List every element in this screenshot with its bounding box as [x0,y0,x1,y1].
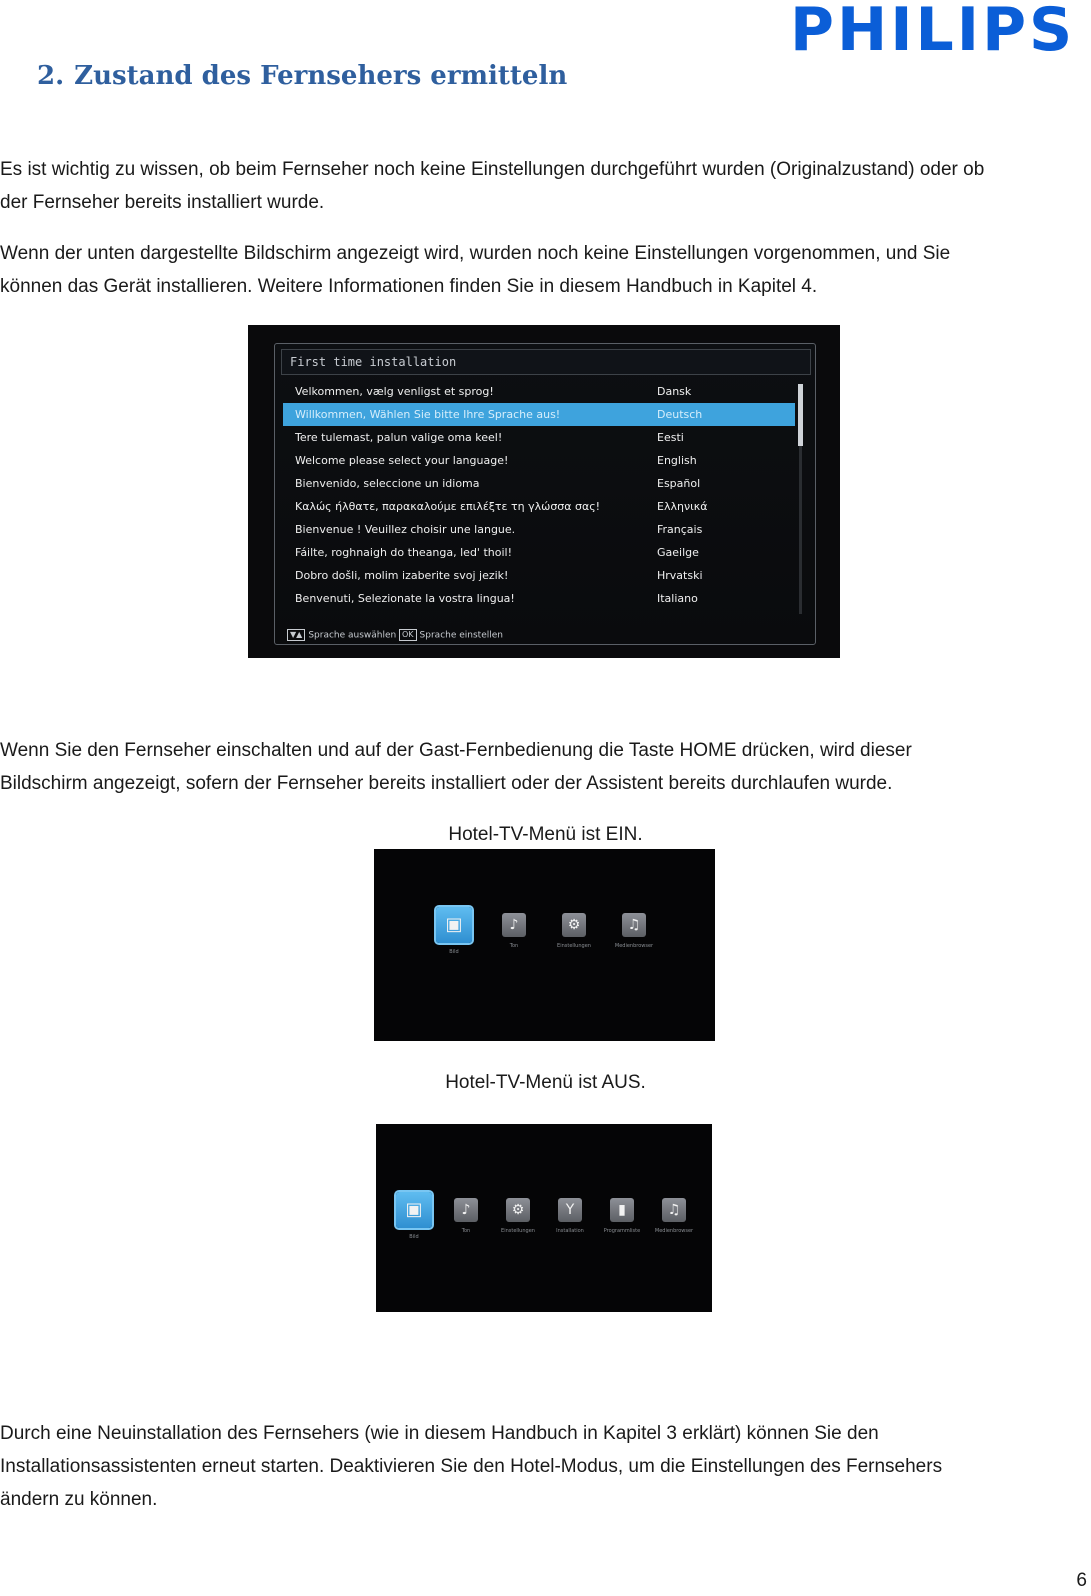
language-row[interactable] [283,472,795,495]
reinstall-line-2: Installationsassistenten erneut starten. Deaktivieren Sie den Hotel-Modus, um die Einstellungen des Fernsehers [0,1456,943,1477]
language-row[interactable] [283,403,795,426]
home-menu-paragraph [0,734,1091,800]
language-row-message: Καλώς ήλθατε, παρακαλούμε επιλέξτε τη γλώσσα σας! [295,500,601,513]
home-menu-item[interactable] [494,913,534,949]
language-row-name: Hrvatski [657,569,703,582]
language-row-message: Velkommen, vælg venligst et sprog! [295,385,494,398]
home-menu-item[interactable] [394,1192,434,1240]
home-menu-item[interactable] [446,1198,486,1234]
first-install-paragraph [0,237,1091,303]
home-menu-item-label: Medienbrowser [654,1228,694,1234]
home-menu-line-2: Bildschirm angezeigt, sofern der Fernseher bereits installiert oder der Assistent bereits durchlaufen wurde. [0,773,893,794]
home-menu-item[interactable] [654,1198,694,1234]
language-row-message: Benvenuti, Selezionate la vostra lingua! [295,592,515,605]
section-title: Zustand des Fernsehers ermitteln [74,61,568,91]
media-browser-icon: ♫ [662,1198,686,1222]
language-row[interactable] [283,495,795,518]
footer-navigate-label: Sprache auswählen [308,630,397,641]
home-menu-item-label: Bild [409,1234,419,1240]
settings-icon: ⚙ [506,1198,530,1222]
sound-icon: ♪ [502,913,526,937]
intro-line-2: der Fernseher bereits installiert wurde. [0,192,325,213]
home-menu-item[interactable] [614,913,654,949]
home-menu-item-label: Ton [509,943,519,949]
home-menu-item-label: Einstellungen [557,943,591,949]
settings-icon: ⚙ [562,913,586,937]
home-menu-hotel-on-screenshot [374,849,715,1041]
language-row[interactable] [283,380,795,403]
language-row-name: English [657,454,697,467]
section-heading [37,61,567,91]
language-row-message: Willkommen, Wählen Sie bitte Ihre Sprache aus! [295,408,561,421]
picture-icon: ▣ [436,907,472,943]
footer-navigate-hint [287,629,396,641]
picture-icon: ▣ [396,1192,432,1228]
language-row-message: Bienvenido, seleccione un idioma [295,477,480,490]
guide-icon: ▮ [610,1198,634,1222]
reinstall-paragraph [0,1417,1091,1516]
language-row-name: Français [657,523,703,536]
home-menu-item[interactable] [434,907,474,955]
up-down-arrows-icon: ▼▲ [287,629,305,641]
ok-key-icon: OK [399,629,417,641]
language-row-message: Tere tulemast, palun valige oma keel! [295,431,503,444]
page-number: 6 [1076,1570,1087,1591]
language-row-name: Ελληνικά [657,500,708,513]
media-browser-icon: ♫ [622,913,646,937]
language-row[interactable] [283,449,795,472]
language-row[interactable] [283,426,795,449]
home-menu-item[interactable] [498,1198,538,1234]
caption-hotel-menu-on: Hotel-TV-Menü ist EIN. [448,824,643,845]
language-row-name: Español [657,477,701,490]
home-menu-item-label: Medienbrowser [614,943,654,949]
language-row-message: Dobro došli, molim izaberite svoj jezik! [295,569,509,582]
installation-dialog-title: First time installation [281,349,811,375]
intro-paragraph [0,153,1091,219]
language-row[interactable] [283,541,795,564]
home-menu-item[interactable] [554,913,594,949]
installation-dialog [274,343,816,645]
language-row-message: Bienvenue ! Veuillez choisir une langue. [295,523,516,536]
language-row[interactable] [283,587,795,610]
language-row-name: Eesti [657,431,684,444]
home-menu-item-label: Installation [556,1228,584,1234]
language-row-name: Dansk [657,385,692,398]
home-menu-item-label: Einstellungen [501,1228,535,1234]
language-list [283,380,795,610]
home-menu-item-label: Ton [461,1228,471,1234]
language-row-name: Italiano [657,592,698,605]
intro-line-1: Es ist wichtig zu wissen, ob beim Fernseher noch keine Einstellungen durchgeführt wurden (Originalzustand) oder ob [0,159,985,180]
reinstall-line-3: ändern zu können. [0,1489,158,1510]
home-menu-item[interactable] [550,1198,590,1234]
footer-ok-hint [399,629,503,641]
scrollbar-thumb [798,384,803,446]
language-row[interactable] [283,518,795,541]
language-row-name: Deutsch [657,408,703,421]
language-row[interactable] [283,564,795,587]
first-time-installation-screenshot [248,325,840,658]
first-install-line-1: Wenn der unten dargestellte Bildschirm angezeigt wird, wurden noch keine Einstellungen vorgenommen, und Sie [0,243,951,264]
home-menu-item-label: Bild [449,949,459,955]
section-number: 2. [37,61,65,91]
language-list-scrollbar [799,384,802,614]
caption-hotel-menu-off: Hotel-TV-Menü ist AUS. [445,1072,646,1093]
footer-ok-label: Sprache einstellen [419,630,503,641]
antenna-icon: Y [558,1198,582,1222]
first-install-line-2: können das Gerät installieren. Weitere Informationen finden Sie in diesem Handbuch in Kapitel 4. [0,276,818,297]
philips-logo: PHILIPS [790,0,1076,65]
language-row-name: Gaeilge [657,546,699,559]
home-menu-line-1: Wenn Sie den Fernseher einschalten und auf der Gast-Fernbedienung die Taste HOME drücken, wird dieser [0,740,912,761]
home-menu-item-label: Programmliste [603,1228,641,1234]
installation-footer [283,627,803,643]
home-menu-hotel-off-screenshot [376,1124,712,1312]
language-row-message: Fáilte, roghnaigh do theanga, led' thoil! [295,546,512,559]
language-row-message: Welcome please select your language! [295,454,509,467]
sound-icon: ♪ [454,1198,478,1222]
reinstall-line-1: Durch eine Neuinstallation des Fernsehers (wie in diesem Handbuch in Kapitel 3 erklärt) können Sie den [0,1423,879,1444]
home-menu-item[interactable] [602,1198,642,1234]
